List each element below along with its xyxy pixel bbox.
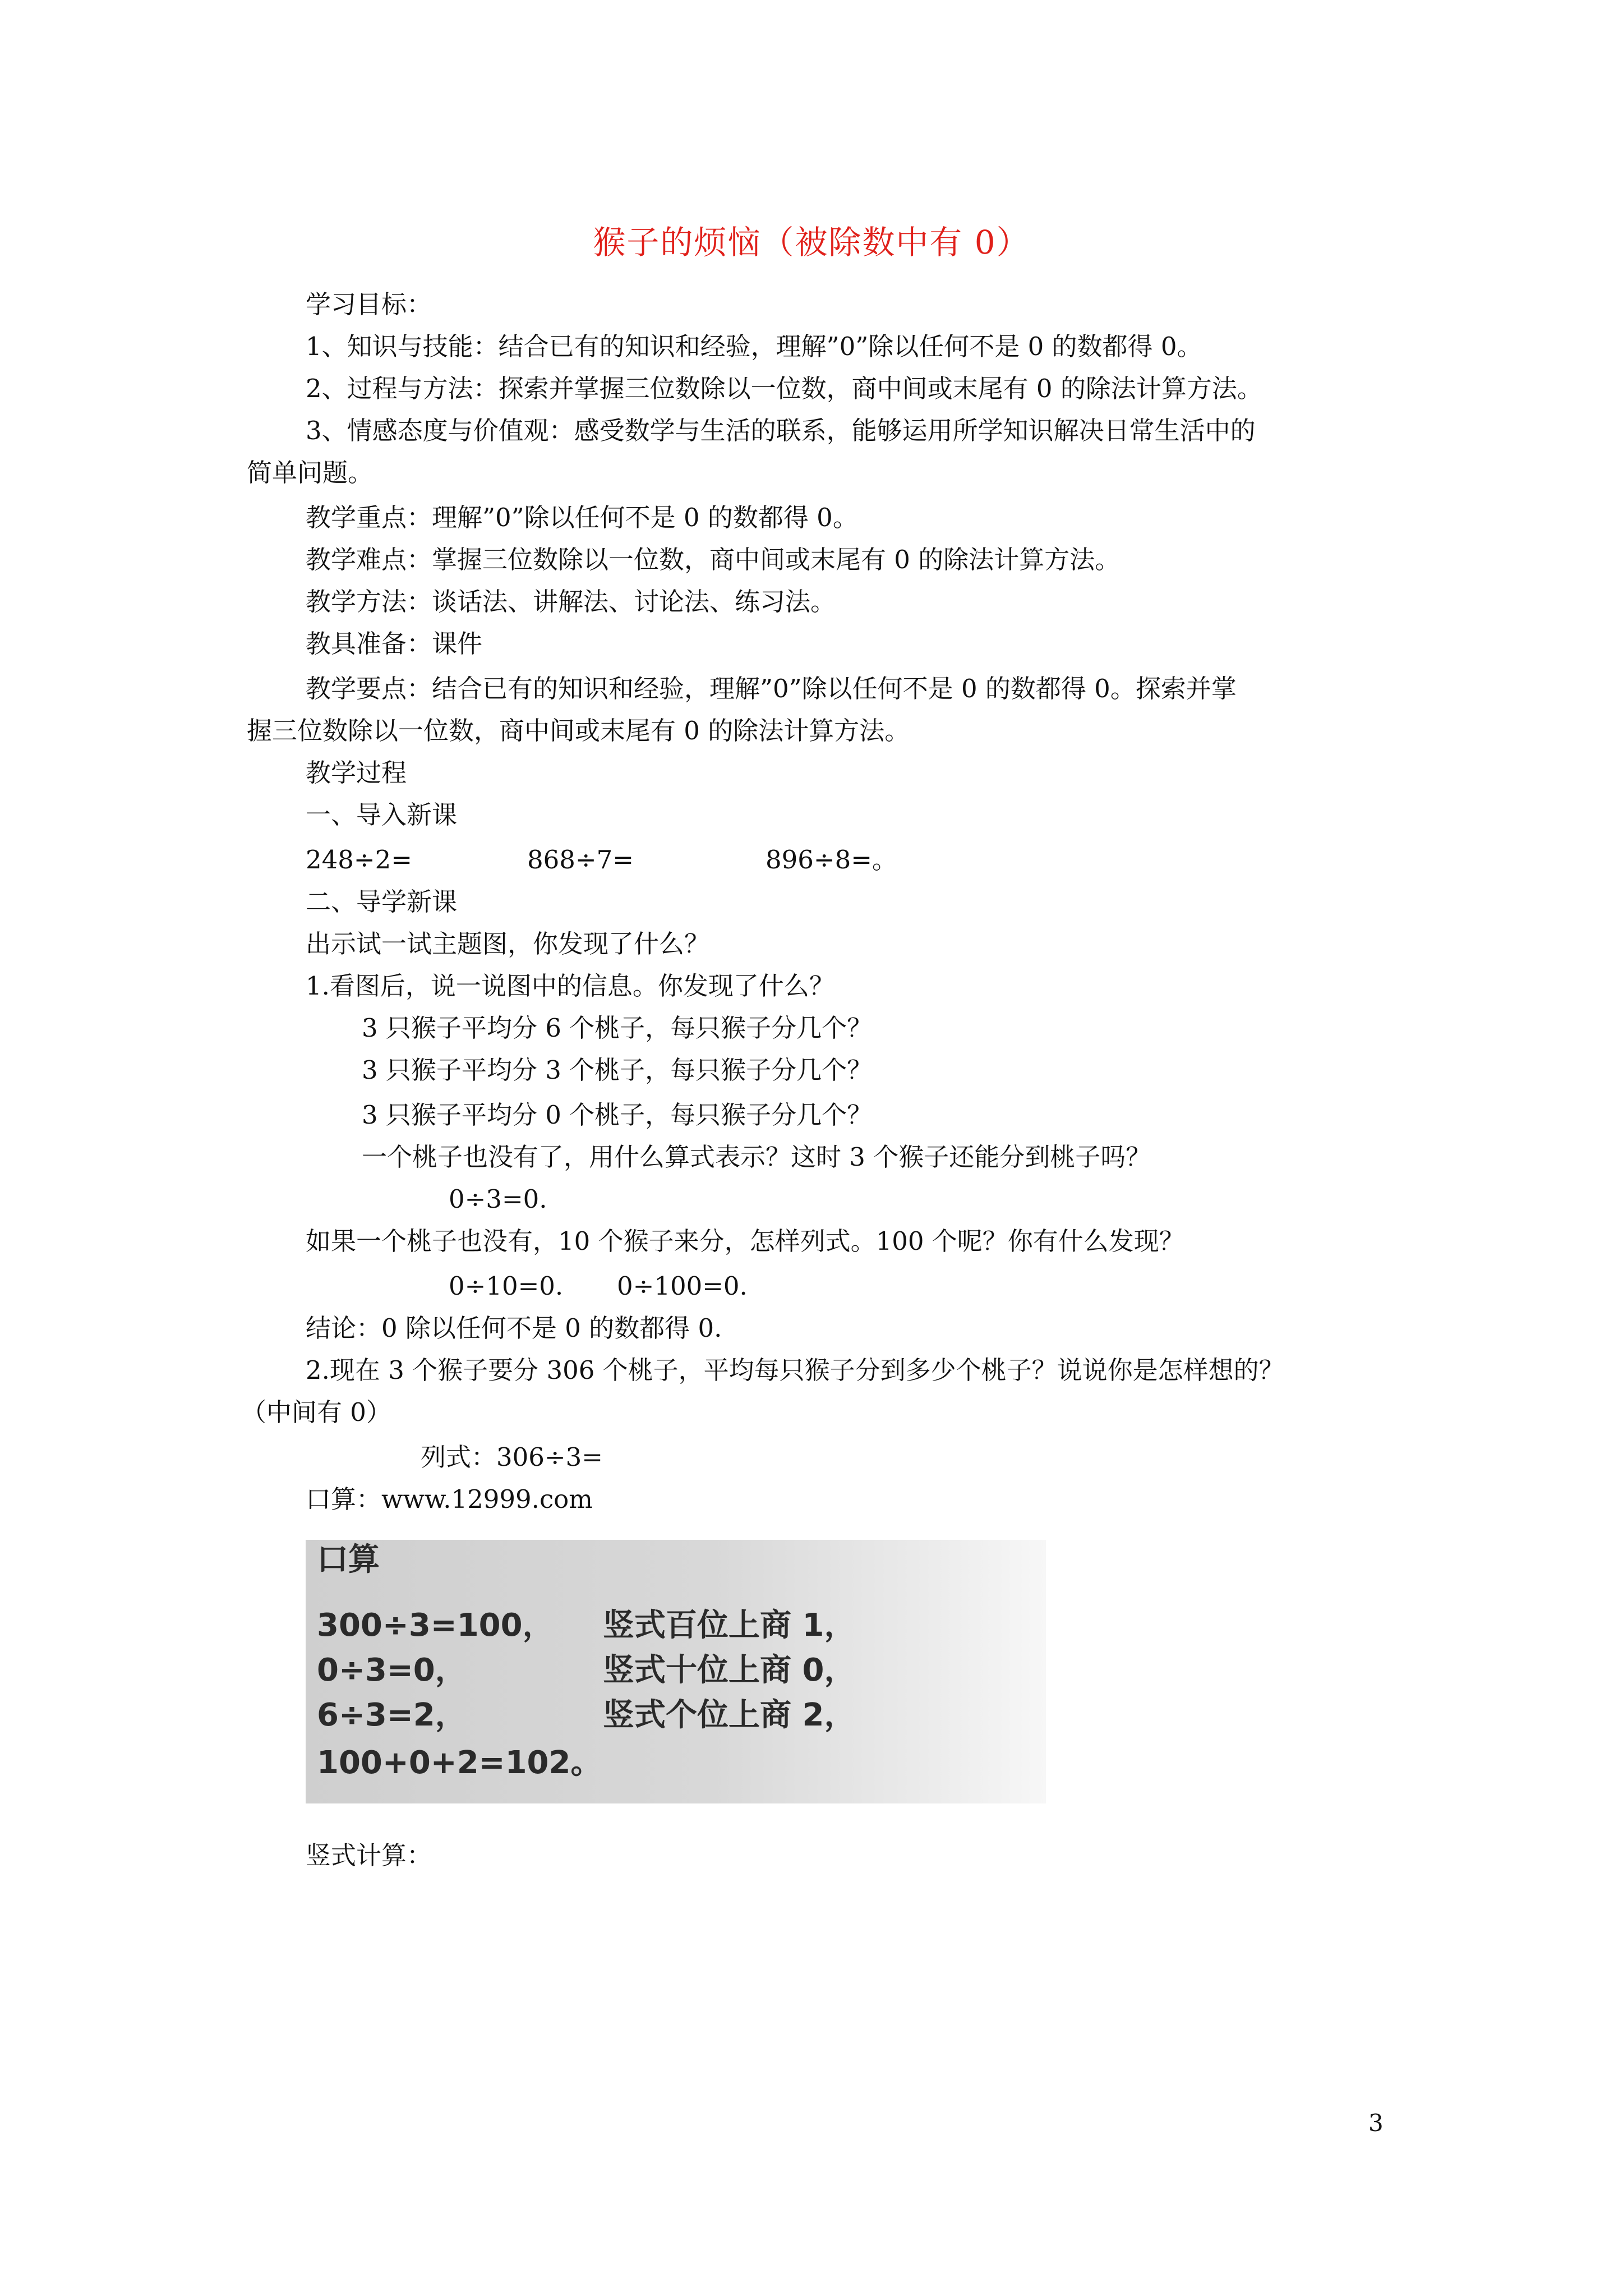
text-line: 0÷100=0. bbox=[617, 1271, 748, 1301]
figure-row-right: 竖式百位上商 1， bbox=[603, 1607, 856, 1644]
text-line: 3 只猴子平均分 3 个桃子，每只猴子分几个？ bbox=[362, 1055, 873, 1085]
text-line: 3、情感态度与价值观：感受数学与生活的联系，能够运用所学知识解决日常生活中的 bbox=[306, 416, 1256, 445]
text-line: 3 只猴子平均分 0 个桃子，每只猴子分几个？ bbox=[362, 1100, 873, 1130]
figure-row bbox=[317, 1607, 856, 1644]
text-line: 竖式计算： bbox=[306, 1841, 432, 1870]
intro-expr: 248÷2= bbox=[306, 845, 412, 875]
text-line: （中间有 0） bbox=[241, 1397, 391, 1427]
text-line: 一、导入新课 bbox=[306, 800, 458, 830]
figure-row bbox=[317, 1747, 602, 1779]
text-line: 教学重点：理解”0”除以任何不是 0 的数都得 0。 bbox=[306, 503, 858, 532]
text-line: 二、导学新课 bbox=[306, 887, 458, 917]
figure-row-left: 100+0+2=102。 bbox=[317, 1745, 602, 1781]
text-line: 0÷10=0. bbox=[449, 1271, 564, 1301]
page-title: 猴子的烦恼（被除数中有 0） bbox=[593, 223, 1030, 261]
figure-row bbox=[317, 1697, 856, 1733]
text-line: 教学过程 bbox=[306, 758, 407, 788]
text-line: 结论：0 除以任何不是 0 的数都得 0. bbox=[306, 1313, 722, 1343]
intro-expr: 868÷7= bbox=[527, 845, 634, 875]
figure-row-left: 6÷3=2， bbox=[317, 1697, 467, 1733]
figure-row bbox=[317, 1652, 856, 1688]
figure-row-right: 竖式十位上商 0， bbox=[603, 1652, 856, 1688]
figure-row-right: 竖式个位上商 2， bbox=[603, 1697, 856, 1733]
figure-row-left: 300÷3=100， bbox=[317, 1607, 554, 1644]
figure-heading: 口算 bbox=[317, 1542, 380, 1578]
text-line: 3 只猴子平均分 6 个桃子，每只猴子分几个？ bbox=[362, 1013, 873, 1043]
text-line: 列式：306÷3= bbox=[421, 1442, 603, 1472]
text-line: 如果一个桃子也没有，10 个猴子来分，怎样列式。100 个呢？你有什么发现？ bbox=[306, 1226, 1184, 1256]
figure-row-left: 0÷3=0， bbox=[317, 1652, 467, 1688]
text-line: 口算：www.12999.com bbox=[306, 1484, 593, 1514]
text-line: 教学难点：掌握三位数除以一位数，商中间或末尾有 0 的除法计算方法。 bbox=[306, 545, 1121, 574]
text-line: 2、过程与方法：探索并掌握三位数除以一位数，商中间或末尾有 0 的除法计算方法。 bbox=[306, 374, 1262, 403]
text-line: 1.看图后，说一说图中的信息。你发现了什么？ bbox=[306, 971, 834, 1001]
text-line: 握三位数除以一位数，商中间或末尾有 0 的除法计算方法。 bbox=[247, 716, 910, 746]
text-line: 简单问题。 bbox=[247, 458, 374, 487]
intro-expr: 896÷8=。 bbox=[766, 845, 897, 875]
text-line: 2.现在 3 个猴子要分 306 个桃子，平均每只猴子分到多少个桃子？说说你是怎样想的？ bbox=[306, 1355, 1284, 1385]
text-line: 教具准备：课件 bbox=[306, 629, 483, 659]
text-line: 0÷3=0. bbox=[449, 1184, 547, 1214]
text-line: 出示试一试主题图，你发现了什么？ bbox=[306, 929, 710, 959]
text-line: 1、知识与技能：结合已有的知识和经验，理解”0”除以任何不是 0 的数都得 0。 bbox=[306, 332, 1202, 361]
text-line: 一个桃子也没有了，用什么算式表示？这时 3 个猴子还能分到桃子吗？ bbox=[362, 1142, 1151, 1172]
page-number: 3 bbox=[1368, 2109, 1384, 2137]
text-line: 学习目标： bbox=[306, 289, 432, 319]
mental-math-figure bbox=[306, 1540, 1046, 1803]
text-line: 教学方法：谈话法、讲解法、讨论法、练习法。 bbox=[306, 587, 836, 616]
text-line: 教学要点：结合已有的知识和经验，理解”0”除以任何不是 0 的数都得 0。探索并掌 bbox=[306, 674, 1237, 703]
